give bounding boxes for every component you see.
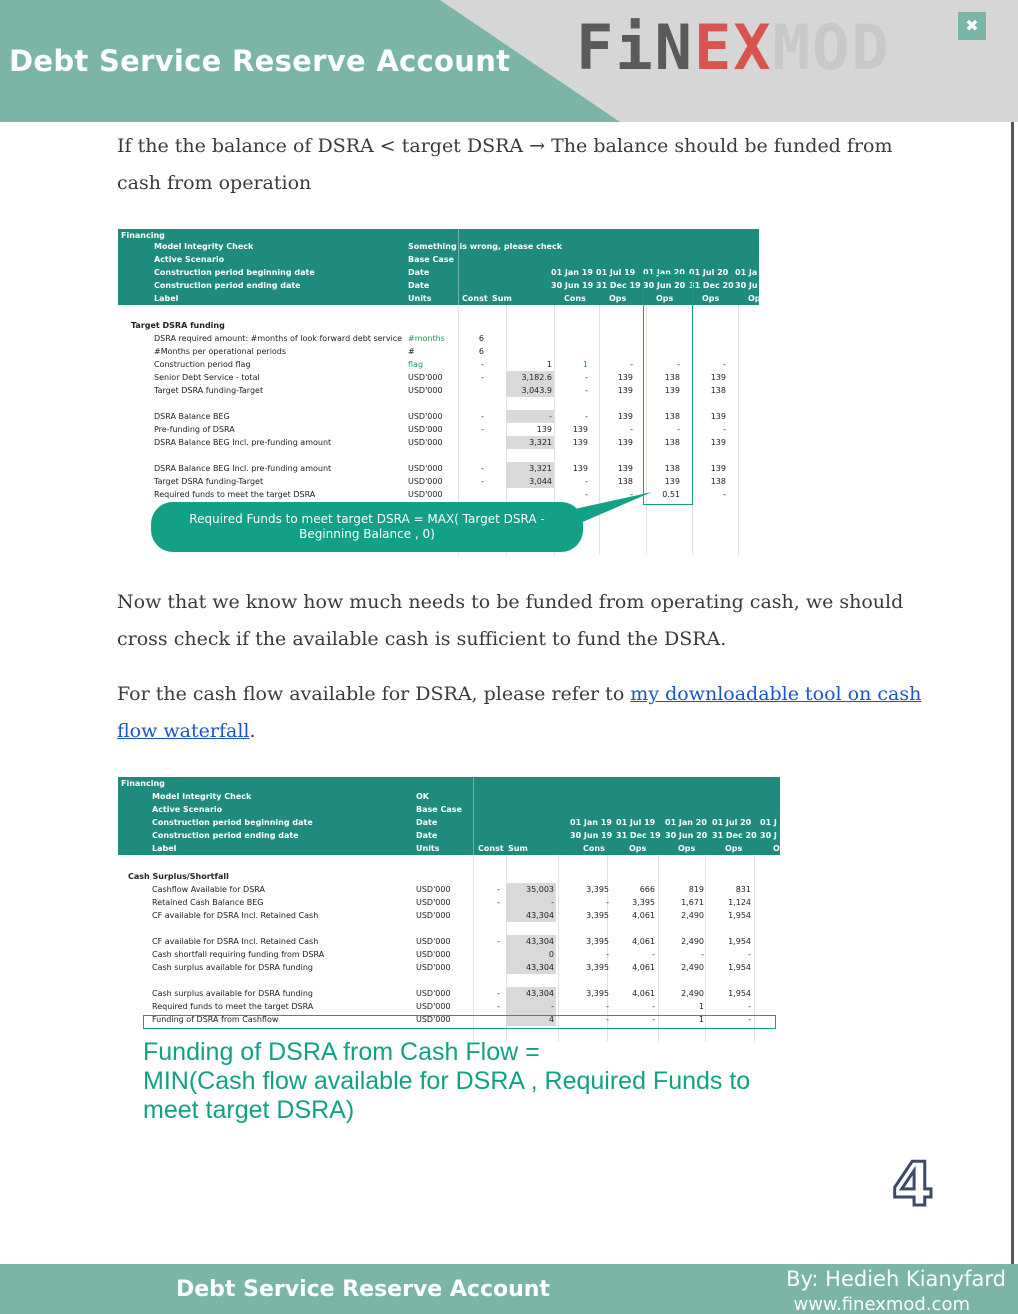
- footer-website: www.finexmod.com: [793, 1294, 970, 1314]
- row-value: -: [701, 950, 704, 959]
- row-const: -: [481, 464, 484, 473]
- table-row: [118, 883, 780, 896]
- row-unit: USD'000: [408, 386, 443, 395]
- header-title: Debt Service Reserve Account: [9, 44, 511, 78]
- row-value: 139: [710, 373, 726, 382]
- row-label: #Months per operational periods: [154, 347, 287, 356]
- period-end: 30 J: [760, 831, 777, 840]
- intro-paragraph: If the the balance of DSRA < target DSRA → The balance should be funded from cash from operation: [117, 135, 893, 194]
- row-value: 2,490: [681, 963, 704, 972]
- row-value: 138: [664, 464, 680, 473]
- row-label: Senior Debt Service - total: [154, 373, 260, 382]
- row-value: -: [630, 425, 633, 434]
- row-value: -: [652, 1002, 655, 1011]
- row-value: 1,954: [728, 963, 751, 972]
- sum-header: Sum: [508, 844, 528, 853]
- row-value: 138: [617, 477, 633, 486]
- row-value: 138: [710, 386, 726, 395]
- header-label: Construction period ending date: [152, 831, 299, 840]
- header-divider: [458, 229, 459, 305]
- cross-check-paragraph: Now that we know how much needs to be funded from operating cash, we should cross check if the available cash is sufficient to fund the DSRA.: [117, 591, 904, 650]
- row-const: -: [481, 373, 484, 382]
- cash-flow-waterfall-link[interactable]: my downloadable tool on cash: [630, 683, 922, 705]
- row-unit: USD'000: [408, 373, 443, 382]
- table-row: [118, 961, 780, 974]
- row-unit: USD'000: [416, 937, 451, 946]
- period-end: 31 Dec 20: [689, 281, 734, 290]
- header-status: Date: [408, 268, 430, 277]
- row-sum: 3,182.6: [521, 373, 552, 382]
- row-value: -: [723, 360, 726, 369]
- row-label: DSRA Balance BEG: [154, 412, 230, 421]
- row-value: 1,954: [728, 911, 751, 920]
- row-value: 139: [617, 386, 633, 395]
- row-sum: 43,304: [526, 989, 554, 998]
- period-start: 01 Jan 20: [665, 818, 707, 827]
- row-label: Required funds to meet the target DSRA: [154, 490, 316, 499]
- row-unit: USD'000: [408, 490, 443, 499]
- period-label: Ops: [678, 844, 696, 853]
- row-value: -: [630, 360, 633, 369]
- row-unit: USD'000: [416, 950, 451, 959]
- row-value: 3,395: [632, 898, 655, 907]
- row-sum: 3,044: [529, 477, 552, 486]
- table-row: [118, 909, 780, 922]
- row-value: 1,954: [728, 937, 751, 946]
- row-value: 139: [710, 464, 726, 473]
- page-header: [0, 0, 1018, 122]
- header-label: Construction period beginning date: [154, 268, 315, 277]
- row-const: -: [481, 412, 484, 421]
- period-label: Ops: [609, 294, 627, 303]
- sheet-title: Financing: [121, 231, 165, 240]
- row-value: 139: [572, 438, 588, 447]
- period-start: 01 Jul 19: [596, 268, 636, 277]
- row-value: -: [677, 360, 680, 369]
- period-start: 01 Jan 20: [643, 268, 685, 277]
- row-value: -: [748, 1015, 751, 1024]
- row-const: -: [497, 989, 500, 998]
- row-value: 3,395: [586, 885, 609, 894]
- header-label: Construction period beginning date: [152, 818, 313, 827]
- page-number: 4: [892, 1150, 934, 1220]
- row-label: Construction period flag: [154, 360, 251, 369]
- row-value: -: [606, 1002, 609, 1011]
- row-sum: 3,321: [529, 438, 552, 447]
- header-label: Label: [152, 844, 177, 853]
- row-value: -: [585, 477, 588, 486]
- row-value: 1,124: [728, 898, 751, 907]
- row-sum: 139: [536, 425, 552, 434]
- period-label: Ops: [702, 294, 720, 303]
- period-start: 01 Jul 20: [712, 818, 752, 827]
- row-value: 2,490: [681, 911, 704, 920]
- header-status: Units: [408, 294, 432, 303]
- row-label: Cash surplus available for DSRA funding: [152, 989, 313, 998]
- footer-author: By: Hedieh Kianyfard: [786, 1267, 1006, 1291]
- period-label: Ops: [629, 844, 647, 853]
- row-value: 138: [664, 412, 680, 421]
- row-label: DSRA Balance BEG Incl. pre-funding amount: [154, 438, 332, 447]
- period-label: Cons: [583, 844, 605, 853]
- table-row: [118, 974, 780, 987]
- row-unit: USD'000: [416, 989, 451, 998]
- period-end: 31 Dec 19: [616, 831, 661, 840]
- section-title: Cash Surplus/Shortfall: [128, 872, 229, 881]
- row-sum: 43,304: [526, 937, 554, 946]
- row-unit: flag: [408, 360, 424, 369]
- cash-flow-waterfall-link-continued[interactable]: flow waterfall: [117, 720, 250, 742]
- row-unit: USD'000: [416, 963, 451, 972]
- period-end: 30 Ju: [735, 281, 758, 290]
- const-header: Const: [462, 294, 488, 303]
- row-sum: 3,043.9: [521, 386, 552, 395]
- period-end: 31 Dec 19: [596, 281, 641, 290]
- header-label: Construction period ending date: [154, 281, 301, 290]
- period-start: 01 J: [760, 818, 777, 827]
- row-value: 139: [617, 438, 633, 447]
- period-end: 31 Dec 20: [712, 831, 757, 840]
- row-unit: USD'000: [408, 438, 443, 447]
- row-value: -: [652, 1015, 655, 1024]
- row-sum: -: [551, 1002, 554, 1011]
- row-value: -: [748, 1002, 751, 1011]
- cash-surplus-spreadsheet: [118, 777, 791, 1042]
- logo-mark-icon: ✖: [958, 12, 986, 40]
- table-row: [118, 922, 780, 935]
- row-label: CF available for DSRA Incl. Retained Cash: [152, 911, 319, 920]
- row-value: 138: [664, 373, 680, 382]
- row-value: 139: [617, 412, 633, 421]
- row-value: -: [723, 490, 726, 499]
- row-sum: 35,003: [526, 885, 554, 894]
- row-sum: 4: [548, 1015, 554, 1024]
- row-unit: USD'000: [408, 477, 443, 486]
- funding-formula-text: Funding of DSRA from Cash Flow = MIN(Cash flow available for DSRA , Required Funds to meet target DSRA): [143, 1038, 751, 1124]
- row-value: 831: [735, 885, 751, 894]
- header-label: Model Integrity Check: [152, 792, 252, 801]
- row-value: -: [606, 1015, 609, 1024]
- row-sum: 0: [548, 950, 554, 959]
- highlight-box: [643, 274, 693, 505]
- header-status: Something is wrong, please check: [408, 242, 563, 251]
- row-const: -: [481, 360, 484, 369]
- row-unit: #months: [408, 334, 445, 343]
- row-sum: -: [551, 898, 554, 907]
- row-label: Cash shortfall requiring funding from DSRA: [152, 950, 325, 959]
- row-value: -: [652, 950, 655, 959]
- row-const: -: [481, 425, 484, 434]
- row-value: 4,061: [632, 911, 655, 920]
- period-label: Cons: [564, 294, 586, 303]
- sheet-body: [118, 855, 780, 1042]
- row-value: 3,395: [586, 989, 609, 998]
- row-value: 4,061: [632, 963, 655, 972]
- row-sum: 43,304: [526, 911, 554, 920]
- row-label: Target DSRA funding-Target: [154, 477, 264, 486]
- row-value: 139: [710, 438, 726, 447]
- row-value: 138: [664, 438, 680, 447]
- period-start: 01 Jan 19: [570, 818, 612, 827]
- period-start: 01 Jan 19: [551, 268, 593, 277]
- row-label: Cashflow Available for DSRA: [152, 885, 265, 894]
- row-value: 139: [664, 477, 680, 486]
- row-value: 139: [617, 464, 633, 473]
- period-start: 01 Jul 19: [616, 818, 656, 827]
- row-const: -: [497, 937, 500, 946]
- header-status: OK: [416, 792, 429, 801]
- row-value: 139: [617, 373, 633, 382]
- row-value: 819: [688, 885, 704, 894]
- row-unit: USD'000: [408, 464, 443, 473]
- row-value: 2,490: [681, 989, 704, 998]
- const-header: Const: [478, 844, 504, 853]
- row-sum: 1: [546, 360, 552, 369]
- row-value: -: [585, 373, 588, 382]
- row-value: 666: [639, 885, 655, 894]
- header-status: Base Case: [408, 255, 454, 264]
- row-value: 4,061: [632, 989, 655, 998]
- row-value: -: [585, 490, 588, 499]
- row-value: 2,490: [681, 937, 704, 946]
- period-end: 30 Jun 19: [551, 281, 594, 290]
- row-value: -: [606, 950, 609, 959]
- period-end: 30 Jun 19: [570, 831, 613, 840]
- page-footer: [0, 1264, 1018, 1314]
- period-label: Ops: [773, 844, 791, 853]
- row-value: -: [723, 425, 726, 434]
- row-sum: 3,321: [529, 464, 552, 473]
- row-unit: USD'000: [416, 885, 451, 894]
- row-const: -: [497, 885, 500, 894]
- row-value: -: [585, 386, 588, 395]
- row-value: 3,395: [586, 911, 609, 920]
- table-row: [118, 987, 780, 1000]
- row-const: -: [497, 1002, 500, 1011]
- header-status: Base Case: [416, 805, 462, 814]
- period-start: 01 Ja: [735, 268, 758, 277]
- row-unit: #: [408, 347, 415, 356]
- row-label: Cash surplus available for DSRA funding: [152, 963, 313, 972]
- row-const: 6: [478, 334, 484, 343]
- callout-pointer: [560, 488, 660, 528]
- row-value: 3,395: [586, 937, 609, 946]
- table-row: [118, 1000, 780, 1013]
- table-row: [118, 896, 780, 909]
- row-label: Retained Cash Balance BEG: [152, 898, 264, 907]
- row-label: DSRA Balance BEG Incl. pre-funding amount: [154, 464, 332, 473]
- row-value: -: [606, 898, 609, 907]
- row-unit: USD'000: [416, 1002, 451, 1011]
- header-status: Date: [416, 818, 438, 827]
- table-row: [118, 935, 780, 948]
- row-value: 1: [698, 1002, 704, 1011]
- row-value: 139: [572, 425, 588, 434]
- row-value: 139: [710, 412, 726, 421]
- row-label: Pre-funding of DSRA: [154, 425, 235, 434]
- period-start: 01 Jul 20: [689, 268, 729, 277]
- row-sum: 43,304: [526, 963, 554, 972]
- row-value: 0.51: [662, 490, 680, 499]
- row-value: 138: [710, 477, 726, 486]
- header-label: Label: [154, 294, 179, 303]
- row-value: 4,061: [632, 937, 655, 946]
- row-label: Required funds to meet the target DSRA: [152, 1002, 314, 1011]
- period-end: 30 Jun 20: [665, 831, 708, 840]
- row-value: 3,395: [586, 963, 609, 972]
- finexmod-logo: FiN EX MOD: [576, 10, 891, 84]
- row-value: 1: [698, 1015, 704, 1024]
- footer-title: Debt Service Reserve Account: [176, 1277, 550, 1302]
- row-sum: -: [549, 412, 552, 421]
- row-value: 1,954: [728, 989, 751, 998]
- header-status: Date: [408, 281, 430, 290]
- sum-header: Sum: [492, 294, 512, 303]
- row-value: -: [585, 412, 588, 421]
- row-value: -: [630, 490, 633, 499]
- row-label: DSRA required amount: #months of look forward debt service: [154, 334, 403, 343]
- row-value: 139: [664, 386, 680, 395]
- section-title: Target DSRA funding: [131, 321, 225, 330]
- header-divider: [473, 777, 474, 855]
- row-unit: USD'000: [416, 1015, 451, 1024]
- row-unit: USD'000: [416, 898, 451, 907]
- row-value: 1,671: [681, 898, 704, 907]
- row-value: -: [748, 950, 751, 959]
- highlight-box: [143, 1015, 776, 1029]
- header-status: Date: [416, 831, 438, 840]
- page-border: [1011, 122, 1014, 1264]
- period-label: Ops: [725, 844, 743, 853]
- period-end: 30 Jun 20: [643, 281, 686, 290]
- row-label: CF available for DSRA Incl. Retained Cash: [152, 937, 319, 946]
- period-label: Ops: [748, 294, 766, 303]
- row-const: -: [481, 477, 484, 486]
- row-unit: USD'000: [408, 412, 443, 421]
- row-value: 1: [582, 360, 588, 369]
- sheet-title: Financing: [121, 779, 165, 788]
- row-unit: USD'000: [416, 911, 451, 920]
- row-label: Target DSRA funding-Target: [154, 386, 264, 395]
- row-label: Funding of DSRA from Cashflow: [152, 1015, 279, 1024]
- header-label: Active Scenario: [152, 805, 223, 814]
- row-const: 6: [478, 347, 484, 356]
- period-label: Ops: [656, 294, 674, 303]
- table-row: [118, 948, 780, 961]
- header-label: Active Scenario: [154, 255, 225, 264]
- row-const: -: [497, 898, 500, 907]
- header-status: Units: [416, 844, 440, 853]
- header-label: Model Integrity Check: [154, 242, 254, 251]
- row-value: -: [677, 425, 680, 434]
- row-unit: USD'000: [408, 425, 443, 434]
- sheet-header: [118, 777, 791, 855]
- row-value: 139: [572, 464, 588, 473]
- reference-paragraph: For the cash flow available for DSRA, please refer to my downloadable tool on cash flow waterfall.: [117, 683, 922, 742]
- required-funds-formula-callout: Required Funds to meet target DSRA = MAX( Target DSRA - Beginning Balance , 0): [151, 502, 583, 552]
